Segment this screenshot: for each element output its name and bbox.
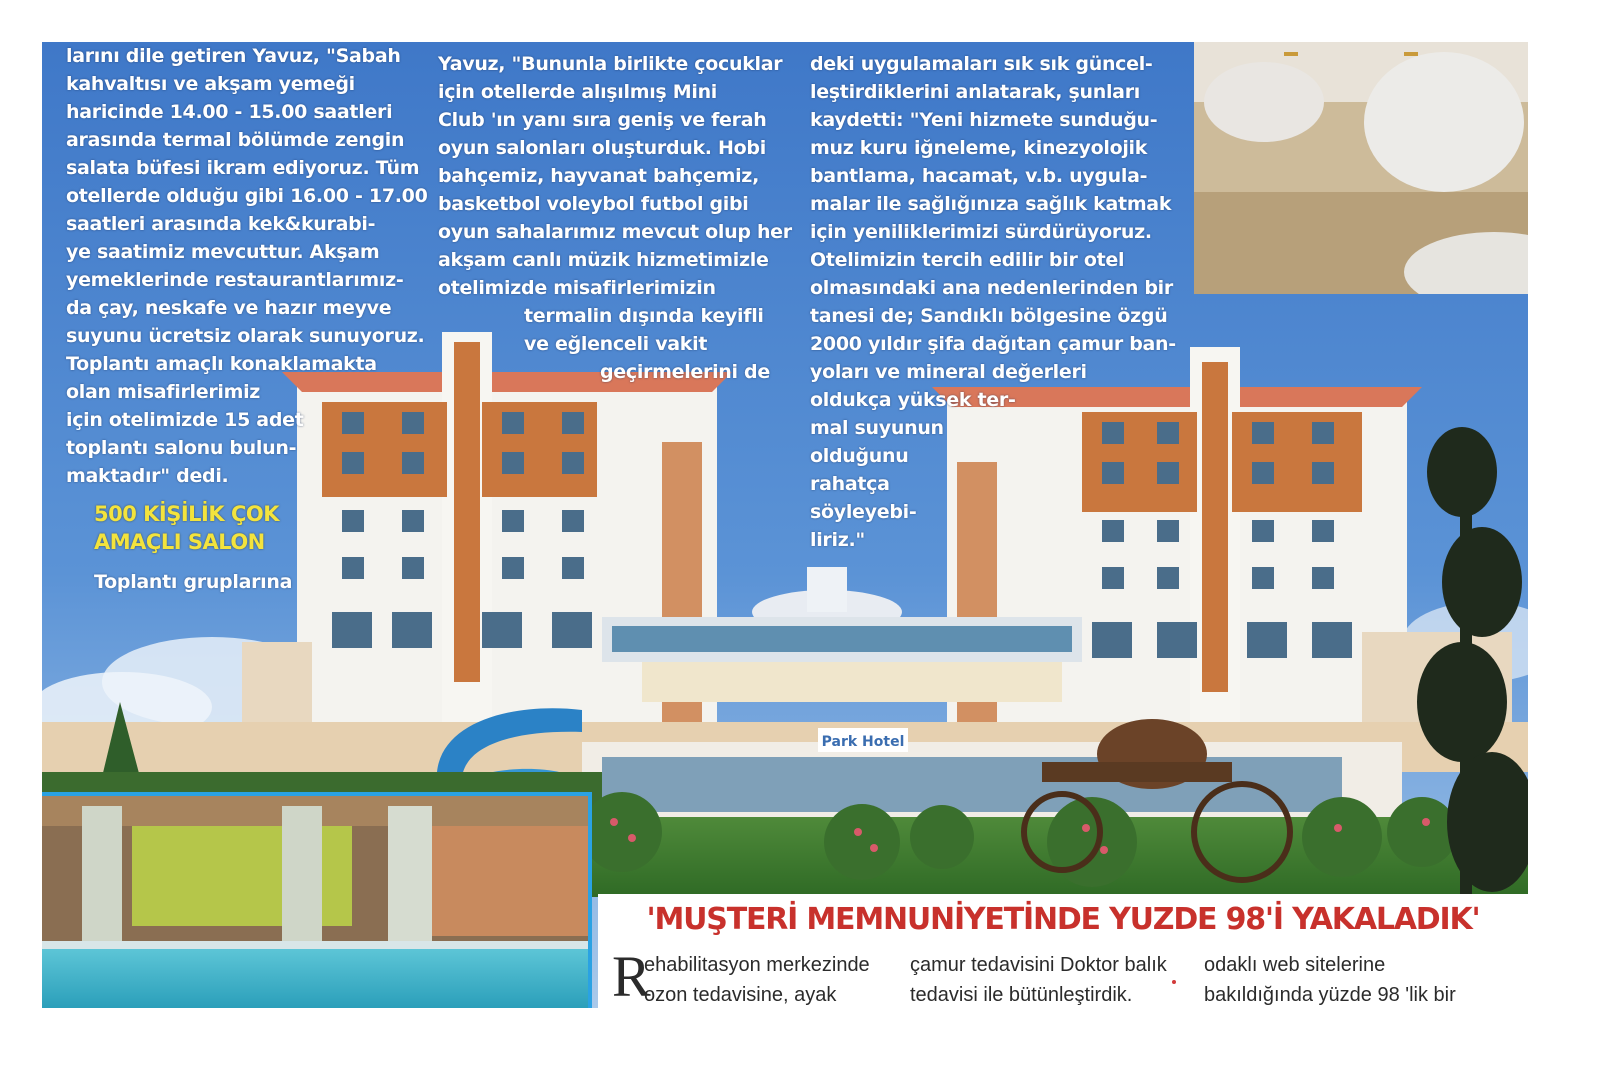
text-line: ozon tedavisine, ayak [644, 984, 837, 1006]
text-line: leştirdiklerini anlatarak, şunları [810, 81, 1140, 103]
text-line: termalin dışında keyifli [524, 305, 764, 327]
text-line: ye saatimiz mevcuttur. Akşam [66, 241, 380, 263]
text-line: muz kuru iğneleme, kinezyolojik [810, 137, 1148, 159]
bullet-dot [1172, 980, 1176, 984]
text-line: bahçemiz, hayvanat bahçemiz, [438, 165, 759, 187]
text-line: olan misafirlerimiz [66, 381, 261, 403]
text-line: söyleyebi- [810, 501, 917, 523]
text-line: saatleri arasında kek&kurabi- [66, 213, 376, 235]
text-line: haricinde 14.00 - 15.00 saatleri [66, 101, 393, 123]
text-line: Club 'ın yanı sıra geniş ve ferah [438, 109, 767, 131]
text-line: malar ile sağlığınıza sağlık katmak [810, 193, 1172, 215]
text-line: otelimizde misafirlerimizin [438, 277, 716, 299]
text-line: Toplantı amaçlı konaklamakta [66, 353, 377, 375]
indoor-pool-photo [42, 792, 592, 1008]
text-line: Otelimizin tercih edilir bir otel [810, 249, 1125, 271]
text-line: ve eğlenceli vakit [524, 333, 708, 355]
dropcap: R [612, 944, 651, 1008]
text-line: için otelimizde 15 adet [66, 409, 304, 431]
text-line: salata büfesi ikram ediyoruz. Tüm [66, 157, 420, 179]
subheading-text [94, 568, 292, 596]
text-line: maktadır" dedi. [66, 465, 229, 487]
newspaper-clipping [42, 42, 1528, 1008]
text-line: olmasındaki ana nedenlerinden bir [810, 277, 1173, 299]
subheading-line: AMAÇLI SALON [94, 530, 265, 554]
text-line: oyun salonları oluşturduk. Hobi [438, 137, 766, 159]
restaurant-photo [1194, 42, 1528, 294]
text-line: da çay, neskafe ve hazır meyve [66, 297, 392, 319]
text-line: suyunu ücretsiz olarak sunuyoruz. [66, 325, 425, 347]
text-line: kaydetti: "Yeni hizmete sunduğu- [810, 109, 1158, 131]
headline-box [598, 894, 1528, 1008]
text-line: tanesi de; Sandıklı bölgesine özgü [810, 305, 1168, 327]
article-column-2 [438, 50, 792, 386]
body-column-2 [910, 950, 1167, 1008]
subheading [94, 500, 279, 556]
text-line: Yavuz, "Bununla birlikte çocuklar [438, 53, 783, 75]
article-column-3 [810, 50, 1176, 554]
text-line: otellerde olduğu gibi 16.00 - 17.00 [66, 185, 428, 207]
subheading-line: 500 KİŞİLİK ÇOK [94, 502, 279, 526]
text-line: olduğunu [810, 445, 909, 467]
text-line: yemeklerinde restaurantlarımız- [66, 269, 404, 291]
hotel-sign: Park Hotel [821, 734, 905, 750]
text-line: oldukça yüksek ter- [810, 389, 1016, 411]
text-line: çamur tedavisini Doktor balık [910, 954, 1167, 976]
text-line: ehabilitasyon merkezinde [644, 954, 870, 976]
body-column-1 [644, 950, 870, 1008]
text-line: basketbol voleybol futbol gibi [438, 193, 749, 215]
text-line: mal suyunun [810, 417, 944, 439]
article-column-1 [66, 42, 428, 490]
text-line: rahatça [810, 473, 890, 495]
text-line: tedavisi ile bütünleştirdik. [910, 984, 1133, 1006]
text-line: liriz." [810, 529, 865, 551]
text-line: Toplantı gruplarına [94, 571, 293, 593]
text-line: geçirmelerini de [600, 361, 770, 383]
text-line: için yeniliklerimizi sürdürüyoruz. [810, 221, 1152, 243]
text-line: 2000 yıldır şifa dağıtan çamur ban- [810, 333, 1176, 355]
text-line: yoları ve mineral değerleri [810, 361, 1087, 383]
text-line: oyun sahalarımız mevcut olup her [438, 221, 792, 243]
text-line: odaklı web sitelerine [1204, 954, 1386, 976]
headline: 'MUŞTERİ MEMNUNİYETİNDE YUZDE 98'İ YAKALADIK' [646, 902, 1480, 937]
text-line: toplantı salonu bulun- [66, 437, 297, 459]
text-line: deki uygulamaları sık sık güncel- [810, 53, 1153, 75]
text-line: larını dile getiren Yavuz, "Sabah [66, 45, 401, 67]
text-line: bantlama, hacamat, v.b. uygula- [810, 165, 1148, 187]
body-column-3 [1204, 950, 1456, 1008]
text-line: akşam canlı müzik hizmetimizle [438, 249, 769, 271]
text-line: arasında termal bölümde zengin [66, 129, 405, 151]
text-line: bakıldığında yüzde 98 'lik bir [1204, 984, 1456, 1006]
text-line: kahvaltısı ve akşam yemeği [66, 73, 355, 95]
text-line: için otellerde alışılmış Mini [438, 81, 718, 103]
